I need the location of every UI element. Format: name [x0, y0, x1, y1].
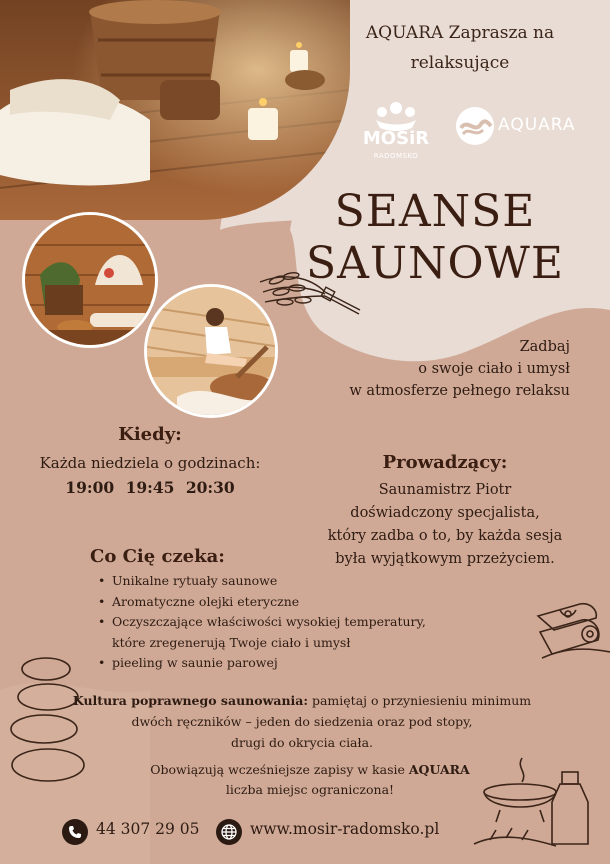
title-line-1: SEANSE — [334, 186, 536, 237]
list-item-text: Oczyszczające właściwości wysokiej temperatury, — [112, 614, 426, 629]
when-heading: Kiedy: — [118, 424, 182, 445]
tagline-line-2: o swoje ciało i umysł — [418, 361, 570, 377]
culture-line-3: drugi do okrycia ciała. — [231, 735, 373, 750]
culture-line-1 — [62, 690, 542, 711]
sauna-accessories-photo — [22, 212, 158, 348]
expect-heading: Co Cię czeka: — [90, 546, 225, 567]
list-item — [90, 612, 470, 653]
notice-line-1 — [110, 760, 510, 780]
host-line: była wyjątkowym przeżyciem. — [335, 551, 555, 567]
notice-text-1: Obowiązują wcześniejsze zapisy w kasie — [150, 762, 409, 777]
when-section — [10, 424, 290, 501]
culture-bold: Kultura poprawnego saunowania: — [72, 693, 308, 708]
tagline-line-3: w atmosferze pełnego relaksu — [349, 383, 570, 399]
mosir-logo-name: MOSiR — [362, 128, 430, 149]
notice-bold: AQUARA — [408, 762, 470, 777]
title-line-2: SAUNOWE — [306, 238, 564, 289]
host-line: który zadba o to, by każda sesja — [327, 528, 563, 544]
list-item: • pieeling w saunie parowej — [90, 653, 470, 674]
when-text: Każda niedziela o godzinach: — [39, 454, 261, 472]
culture-text-1: pamiętaj o przyniesieniu minimum — [308, 693, 532, 708]
notice-line-2: liczba miejsc ograniczona! — [225, 782, 395, 797]
booking-notice — [110, 760, 510, 800]
host-heading: Prowadzący: — [382, 452, 508, 473]
rolled-towels-icon — [530, 596, 610, 676]
culture-line-2: dwóch ręczników – jeden do siedzenia oraz pod stopy, — [131, 714, 473, 729]
time-slot: 20:30 — [185, 478, 235, 497]
tagline-line-1: Zadbaj — [519, 339, 570, 355]
time-slot: 19:00 — [65, 478, 115, 497]
website-link[interactable]: www.mosir-radomsko.pl — [250, 820, 440, 838]
herb-broom-icon — [255, 262, 365, 322]
tagline — [310, 336, 570, 402]
sauna-culture-note — [62, 690, 542, 753]
list-item: • Unikalne rytuały saunowe — [90, 571, 470, 592]
session-times — [10, 475, 290, 501]
aquara-logo-name: AQUARA — [498, 115, 576, 135]
invite-text — [330, 18, 590, 78]
time-slot: 19:45 — [125, 478, 175, 497]
list-item-text-cont: które zregenerują Twoje ciało i umysł — [112, 634, 351, 650]
invite-line-1: AQUARA Zaprasza na — [365, 23, 555, 43]
list-item: • Aromatyczne olejki eteryczne — [90, 592, 470, 613]
host-line: doświadczony specjalista, — [350, 505, 540, 521]
globe-icon[interactable] — [216, 819, 242, 845]
host-line: Saunamistrz Piotr — [378, 482, 512, 498]
phone-number[interactable]: 44 307 29 05 — [96, 820, 200, 838]
phone-icon[interactable] — [62, 819, 88, 845]
invite-line-2: relaksujące — [410, 53, 510, 73]
expect-section — [90, 546, 470, 674]
mosir-logo-city: RADOMSKO — [373, 152, 419, 160]
expect-list — [90, 571, 470, 674]
